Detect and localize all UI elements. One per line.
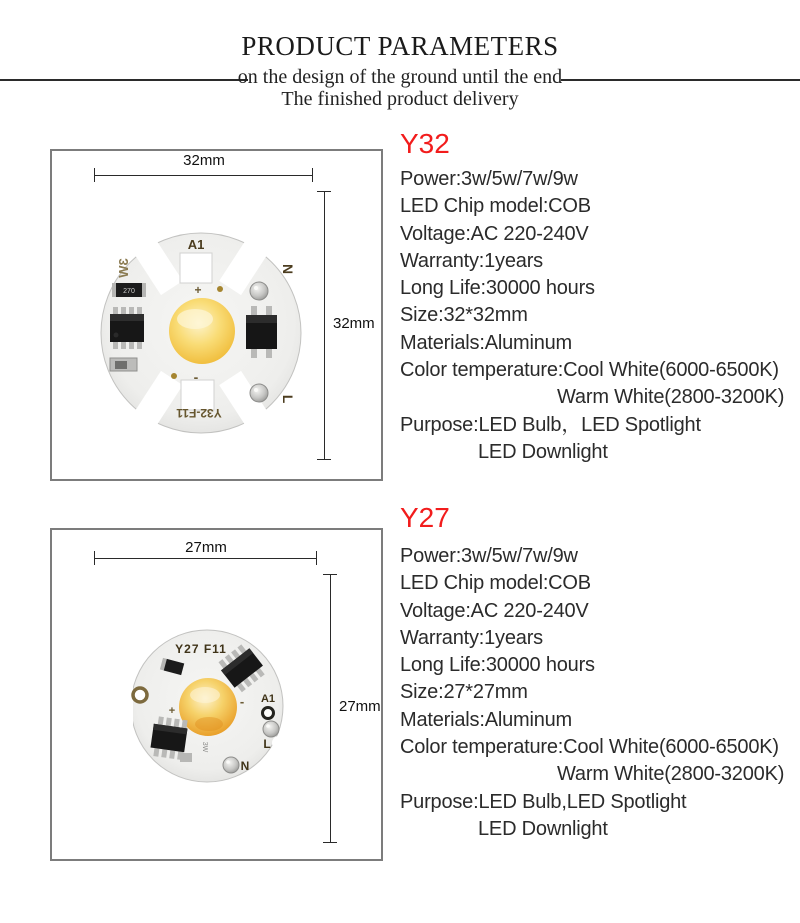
y27-height-dimension-line [330,575,331,843]
y32-height-dimension-label: 32mm [333,315,375,332]
live-mark: L [280,394,296,404]
solder-pad [180,753,192,762]
param-row: Size:32*32mm [400,304,528,327]
screw-glint [254,286,258,290]
param-row: Size:27*27mm [400,681,528,704]
screw-hole-l [250,384,268,402]
y32-model-title: Y32 [400,128,450,159]
board-mark-model: Y27 F11 [175,642,227,656]
dim-tick [317,459,331,460]
solder-pad-core [115,361,127,369]
page-title: PRODUCT PARAMETERS [241,31,559,61]
resistor-label: 270 [123,288,135,295]
plus-mark: + [194,283,202,297]
board-mark-a1: A1 [187,237,205,252]
y32-params-list [400,166,795,466]
screw-hole-n [250,282,268,300]
y32-height-dimension-line [324,192,325,460]
dim-tick [312,168,313,182]
param-row: Materials:Aluminum [400,708,573,731]
via-dot [217,286,223,292]
pcb-edge-notch [272,736,286,750]
washer-hole [133,688,147,702]
header-tagline: The finished product delivery [281,88,519,110]
param-row: LED Chip model:COB [400,195,591,218]
cob-emitter [169,298,235,364]
screw-hole-l [263,721,279,737]
via-dot [171,373,177,379]
board-mark-power: 3W [116,258,131,278]
param-row: Voltage:AC 220-240V [400,222,589,245]
y27-width-dimension-line [95,558,317,559]
y27-board-image [97,596,317,816]
param-row: LED Downlight [478,817,608,840]
board-mark-a1: A1 [260,693,276,705]
param-row: Long Life:30000 hours [400,277,595,300]
screw-glint [254,388,258,392]
y27-image-box [50,528,383,861]
param-row: Power:3w/5w/7w/9w [400,545,578,567]
ring-pad [263,708,274,719]
param-row: Materials:Aluminum [400,331,573,354]
param-row: Warranty:1years [400,626,543,649]
cob-shade [195,717,223,731]
y32-width-dimension-label: 32mm [183,152,225,169]
dim-tick [323,842,337,843]
cob-highlight [177,309,213,329]
param-row: Warranty:1years [400,249,543,272]
neutral-mark: N [280,263,296,275]
pcb-flat-edge [115,684,133,730]
dim-tick [94,168,95,182]
neutral-mark: N [240,759,250,773]
header-subtitle: on the design of the ground until the end [237,66,563,88]
screw-glint [226,760,230,764]
resistor [112,283,146,297]
y32-width-dimension-line [95,175,313,176]
board-mark-power: 3W [201,741,208,753]
cob-highlight [190,687,220,703]
board-model-mark: Y32-F11 [176,406,222,420]
y27-height-dimension-label: 27mm [339,698,381,715]
screw-glint [266,724,270,728]
live-mark: L [263,737,271,751]
param-row: Warm White(2800-3200K) [557,386,785,409]
param-row: Purpose:LED Bulb，LED Spotlight [400,413,701,436]
y27-params-list [400,543,795,843]
param-row: LED Downlight [478,440,608,463]
dim-tick [94,551,95,565]
minus-mark: - [193,369,199,385]
param-row: Voltage:AC 220-240V [400,599,589,622]
param-row: Power:3w/5w/7w/9w [400,168,578,190]
y32-image-box [50,149,383,481]
dim-tick [317,191,331,192]
param-row: Color temperature:Cool White(6000-6500K) [400,359,779,382]
dim-tick [323,574,337,575]
y27-model-title: Y27 [400,502,450,533]
param-row: Purpose:LED Bulb,LED Spotlight [400,790,687,813]
param-row: Long Life:30000 hours [400,654,595,677]
y27-width-dimension-label: 27mm [185,539,227,556]
minus-mark: - [239,694,245,709]
param-row: Warm White(2800-3200K) [557,763,785,786]
plus-mark: + [168,705,176,717]
param-row: LED Chip model:COB [400,572,591,595]
param-row: Color temperature:Cool White(6000-6500K) [400,736,779,759]
dim-tick [316,551,317,565]
screw-hole-n [223,757,239,773]
mount-hole-top [180,253,212,283]
y32-board-image [91,223,311,443]
